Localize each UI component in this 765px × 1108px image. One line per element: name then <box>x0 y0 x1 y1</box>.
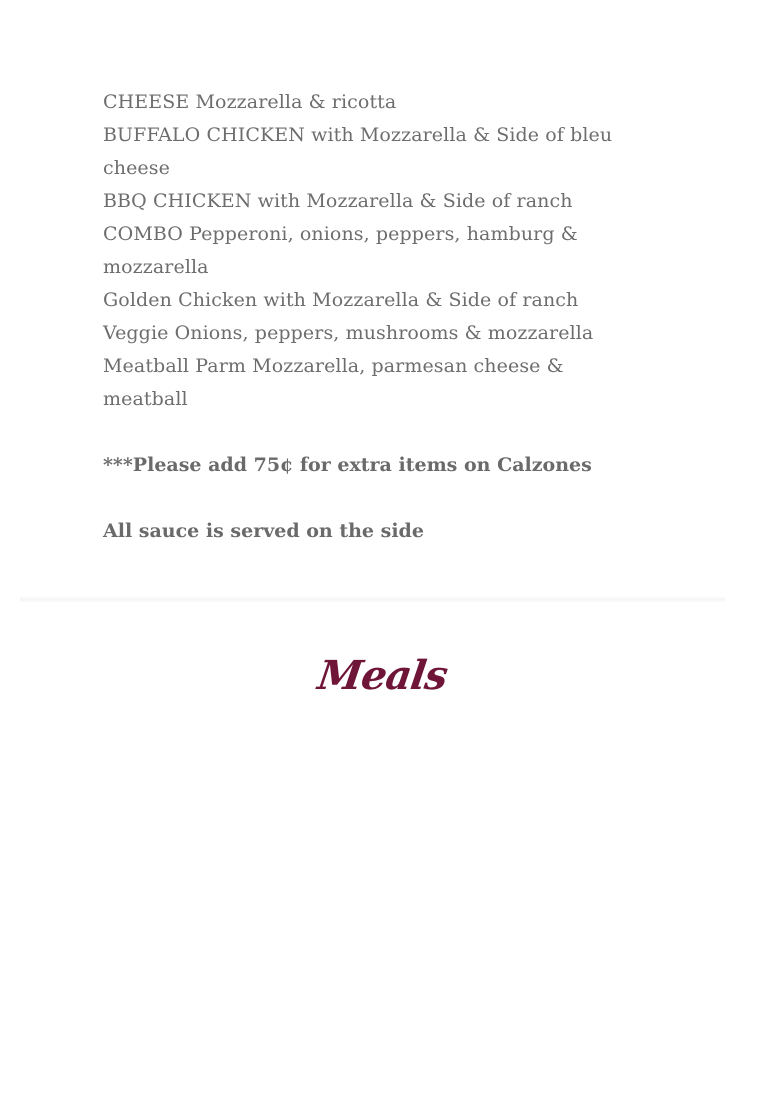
extra-items-note: ***Please add 75¢ for extra items on Calzones <box>103 454 592 476</box>
calzone-menu-section <box>103 86 633 548</box>
calzone-item-bbq-chicken: BBQ CHICKEN with Mozzarella & Side of ranch <box>103 190 573 212</box>
meals-section-title: Meals <box>315 652 450 699</box>
sauce-note: All sauce is served on the side <box>103 520 424 542</box>
section-divider <box>20 597 725 602</box>
calzone-item-meatball-parm: Meatball Parm Mozzarella, parmesan cheese & meatball <box>103 355 564 410</box>
calzone-item-golden-chicken: Golden Chicken with Mozzarella & Side of ranch <box>103 289 579 311</box>
calzone-item-buffalo-chicken: BUFFALO CHICKEN with Mozzarella & Side of bleu cheese <box>103 124 613 179</box>
calzone-item-cheese: CHEESE Mozzarella & ricotta <box>103 91 397 113</box>
calzone-item-list <box>103 86 633 416</box>
calzone-item-combo: COMBO Pepperoni, onions, peppers, hamburg & mozzarella <box>103 223 578 278</box>
calzone-item-veggie: Veggie Onions, peppers, mushrooms & mozzarella <box>103 322 594 344</box>
